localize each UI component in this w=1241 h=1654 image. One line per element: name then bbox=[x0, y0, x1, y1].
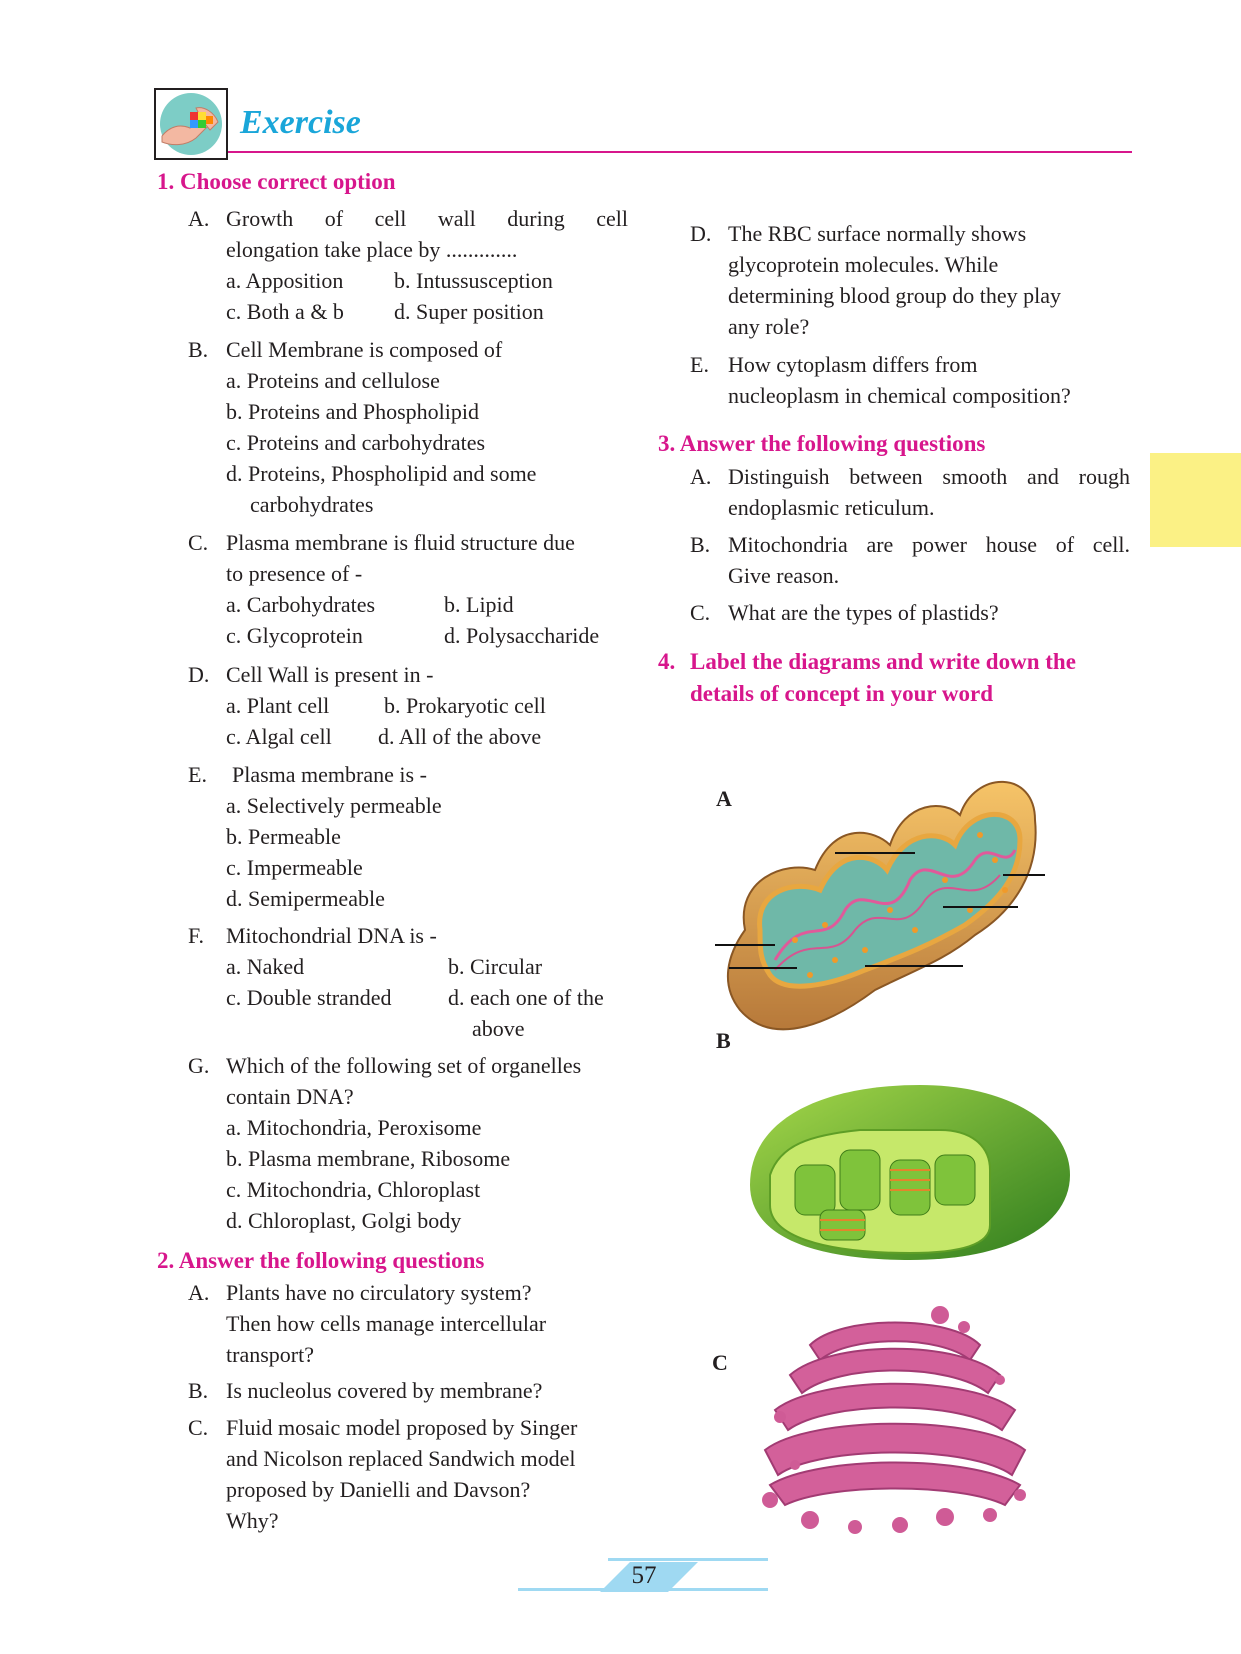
question-text: elongation take place by ............. bbox=[226, 237, 518, 262]
question-text: Give reason. bbox=[728, 563, 840, 588]
option-c: c. Proteins and carbohydrates bbox=[226, 430, 486, 455]
section-4-line2: details of concept in your word bbox=[690, 681, 994, 706]
option-c: c. Impermeable bbox=[226, 855, 363, 880]
question-text: nucleoplasm in chemical composition? bbox=[728, 383, 1071, 408]
option-b: b. Proteins and Phospholipid bbox=[226, 399, 480, 424]
diagram-label-c: C bbox=[712, 1350, 728, 1375]
question-text: endoplasmic reticulum. bbox=[728, 495, 935, 520]
option-b: b. Intussusception bbox=[394, 268, 553, 293]
option-c: c. Glycoprotein bbox=[226, 623, 363, 648]
question-letter: C. bbox=[188, 1415, 209, 1440]
option-d: d. Super position bbox=[394, 299, 544, 324]
option-c: c. Double stranded bbox=[226, 985, 392, 1010]
question-text: Plasma membrane is - bbox=[232, 762, 427, 787]
question-text: Cell Membrane is composed of bbox=[226, 337, 503, 362]
option-c: c. Algal cell bbox=[226, 724, 332, 749]
question-text: and Nicolson replaced Sandwich model bbox=[226, 1446, 576, 1471]
question-letter: A. bbox=[188, 1280, 210, 1305]
question-text: What are the types of plastids? bbox=[728, 600, 999, 625]
question-text: Mitochondria are power house of cell. bbox=[728, 532, 1130, 557]
question-1g bbox=[188, 1050, 628, 1236]
section-2-heading: 2. Answer the following questions bbox=[157, 1248, 485, 1273]
question-text: Plasma membrane is fluid structure due bbox=[226, 530, 575, 555]
option-c: c. Mitochondria, Chloroplast bbox=[226, 1177, 481, 1202]
option-b: b. Lipid bbox=[444, 592, 514, 617]
option-a: a. Selectively permeable bbox=[226, 793, 442, 818]
chloroplast-illustration bbox=[740, 1075, 1080, 1265]
question-2e bbox=[690, 349, 1130, 411]
question-text: determining blood group do they play bbox=[728, 283, 1061, 308]
question-1e bbox=[188, 759, 628, 914]
question-3b bbox=[690, 529, 1130, 591]
side-tab-marker bbox=[1150, 453, 1241, 547]
exercise-title: Exercise bbox=[240, 104, 361, 141]
option-a: a. Plant cell bbox=[226, 693, 330, 718]
question-1b bbox=[188, 334, 628, 520]
option-b: b. Circular bbox=[448, 954, 543, 979]
question-text: Is nucleolus covered by membrane? bbox=[226, 1378, 543, 1403]
question-text: Fluid mosaic model proposed by Singer bbox=[226, 1415, 578, 1440]
option-d: d. Semipermeable bbox=[226, 886, 385, 911]
question-text: Then how cells manage intercellular bbox=[226, 1311, 547, 1336]
option-a: a. Apposition bbox=[226, 268, 344, 293]
question-1c bbox=[188, 527, 628, 651]
question-text: Distinguish between smooth and rough bbox=[728, 464, 1130, 489]
question-text: The RBC surface normally shows bbox=[728, 221, 1027, 246]
section-4-number: 4. bbox=[658, 649, 676, 674]
exercise-icon bbox=[154, 88, 228, 160]
header-divider bbox=[228, 151, 1132, 153]
question-2d bbox=[690, 218, 1130, 342]
option-a: a. Carbohydrates bbox=[226, 592, 376, 617]
section-4-heading bbox=[658, 646, 1128, 710]
option-a: a. Naked bbox=[226, 954, 305, 979]
page-number: 57 bbox=[631, 1562, 657, 1589]
option-c: c. Both a & b bbox=[226, 299, 344, 324]
question-text: contain DNA? bbox=[226, 1084, 354, 1109]
question-1f bbox=[188, 920, 628, 1044]
question-text: to presence of - bbox=[226, 561, 363, 586]
question-2b bbox=[188, 1375, 628, 1406]
diagram-label-b: B bbox=[716, 1028, 731, 1053]
option-b: b. Prokaryotic cell bbox=[384, 693, 546, 718]
option-d-continued: carbohydrates bbox=[250, 492, 374, 517]
question-text: Which of the following set of organelles bbox=[226, 1053, 582, 1078]
question-letter: A. bbox=[690, 464, 712, 489]
question-letter: B. bbox=[188, 1378, 209, 1403]
question-letter: A. bbox=[188, 206, 210, 231]
question-letter: B. bbox=[188, 337, 209, 362]
question-1d bbox=[188, 659, 628, 752]
question-1a bbox=[188, 203, 628, 327]
question-2a bbox=[188, 1277, 628, 1370]
question-text: transport? bbox=[226, 1342, 314, 1367]
question-text: Mitochondrial DNA is - bbox=[226, 923, 437, 948]
section-1-heading: 1. Choose correct option bbox=[157, 169, 396, 194]
question-letter: D. bbox=[690, 221, 712, 246]
question-3a bbox=[690, 461, 1130, 523]
mitochondrion-illustration bbox=[715, 760, 1055, 1060]
question-letter: D. bbox=[188, 662, 210, 687]
question-2c bbox=[188, 1412, 628, 1536]
question-text: Growth of cell wall during cell bbox=[226, 206, 628, 231]
section-3-heading: 3. Answer the following questions bbox=[658, 431, 986, 456]
question-text: Cell Wall is present in - bbox=[226, 662, 434, 687]
option-a: a. Proteins and cellulose bbox=[226, 368, 440, 393]
question-letter: E. bbox=[690, 352, 709, 377]
question-text: Why? bbox=[226, 1508, 279, 1533]
option-a: a. Mitochondria, Peroxisome bbox=[226, 1115, 482, 1140]
question-letter: C. bbox=[188, 530, 209, 555]
question-letter: E. bbox=[188, 762, 207, 787]
question-text: proposed by Danielli and Davson? bbox=[226, 1477, 531, 1502]
option-d-continued: above bbox=[472, 1016, 525, 1041]
question-3c bbox=[690, 597, 1130, 628]
option-b: b. Permeable bbox=[226, 824, 341, 849]
question-text: any role? bbox=[728, 314, 810, 339]
option-d: d. each one of the bbox=[448, 985, 604, 1010]
question-text: Plants have no circulatory system? bbox=[226, 1280, 532, 1305]
question-letter: B. bbox=[690, 532, 711, 557]
golgi-body-illustration bbox=[750, 1305, 1040, 1535]
option-d: d. All of the above bbox=[378, 724, 542, 749]
option-d: d. Polysaccharide bbox=[444, 623, 600, 648]
diagram-label-a: A bbox=[716, 786, 732, 811]
question-text: How cytoplasm differs from bbox=[728, 352, 978, 377]
question-letter: F. bbox=[188, 923, 204, 948]
question-text: glycoprotein molecules. While bbox=[728, 252, 999, 277]
question-letter: G. bbox=[188, 1053, 210, 1078]
question-letter: C. bbox=[690, 600, 711, 625]
option-b: b. Plasma membrane, Ribosome bbox=[226, 1146, 511, 1171]
section-4-line1: Label the diagrams and write down the bbox=[690, 649, 1076, 674]
option-d: d. Proteins, Phospholipid and some bbox=[226, 461, 537, 486]
option-d: d. Chloroplast, Golgi body bbox=[226, 1208, 462, 1233]
